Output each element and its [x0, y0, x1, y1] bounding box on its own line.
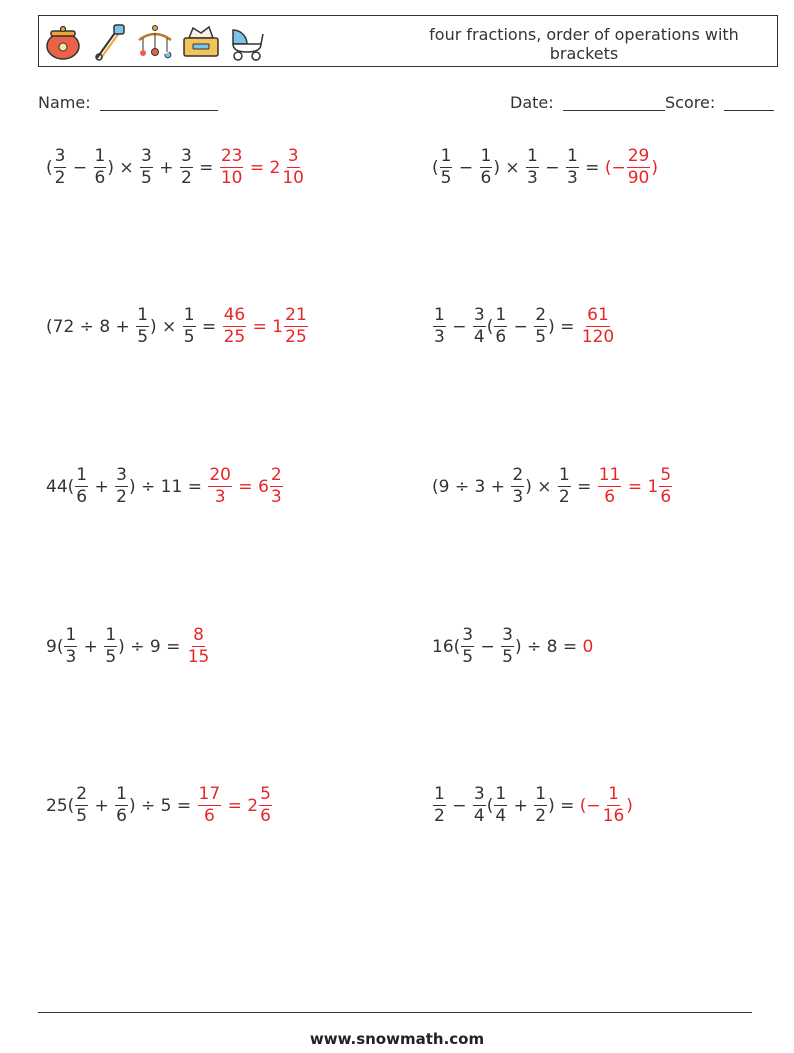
fraction [461, 627, 474, 666]
denominator: 2 [535, 806, 547, 826]
expression-text: 25( [46, 795, 75, 816]
numerator: 1 [558, 465, 570, 485]
denominator: 2 [54, 168, 66, 188]
footer-divider [38, 1012, 752, 1013]
date-label: Date: [510, 93, 554, 112]
fraction [511, 467, 524, 506]
problem-7 [46, 627, 211, 666]
numerator: 5 [260, 784, 271, 804]
fraction [501, 627, 514, 666]
numerator: 1 [137, 305, 149, 325]
worksheet-title: four fractions, order of operations with brackets [429, 25, 739, 63]
denominator: 6 [203, 806, 215, 826]
expression-text: + [89, 795, 115, 816]
answer-text: = [233, 476, 259, 497]
name-field [38, 93, 218, 112]
denominator: 2 [558, 487, 570, 507]
numerator: 3 [287, 146, 299, 166]
denominator: 5 [502, 647, 513, 667]
expression-text: ) × [493, 157, 526, 178]
score-label: Score: [665, 93, 716, 112]
numerator: 3 [462, 625, 474, 645]
numerator: 11 [598, 465, 621, 485]
denominator: 5 [440, 168, 452, 188]
answer-text: = [622, 476, 648, 497]
baby-mobile-icon [135, 22, 175, 62]
denominator: 3 [270, 487, 282, 507]
answer-text: = [244, 157, 270, 178]
fraction [534, 786, 547, 825]
problem-3 [46, 307, 309, 346]
expression-text: ( [432, 157, 439, 178]
numerator: 1 [495, 784, 507, 804]
denominator: 3 [214, 487, 226, 507]
denominator: 5 [105, 647, 117, 667]
denominator: 4 [495, 806, 507, 826]
answer-mixed-number [647, 467, 673, 506]
safety-pin-icon [89, 22, 129, 62]
numerator: 2 [76, 784, 88, 804]
expression-text: ) ÷ 11 = [128, 476, 208, 497]
fraction [104, 627, 117, 666]
denominator: 5 [76, 806, 88, 826]
answer-fraction [602, 786, 626, 825]
answer-fraction [220, 148, 244, 187]
pot-icon [43, 22, 83, 62]
expression-text: ) × [525, 476, 557, 497]
numerator: 20 [209, 465, 231, 485]
denominator: 2 [180, 168, 192, 188]
denominator: 3 [434, 327, 445, 347]
denominator: 10 [220, 168, 243, 188]
problem-9 [46, 786, 273, 825]
denominator: 16 [602, 806, 625, 826]
numerator: 46 [223, 305, 246, 325]
denominator: 6 [260, 806, 271, 826]
expression-text: − [446, 316, 472, 337]
score-field [665, 93, 774, 112]
numerator: 23 [220, 146, 243, 166]
whole-part: 1 [647, 476, 659, 497]
numerator: 1 [183, 305, 195, 325]
whole-part: 2 [247, 795, 259, 816]
answer-fraction [198, 786, 222, 825]
fraction [473, 786, 486, 825]
tissue-box-icon [181, 22, 221, 62]
numerator: 61 [587, 305, 609, 325]
problem-8 [432, 627, 593, 666]
denominator: 6 [660, 487, 672, 507]
expression-text: − [539, 157, 565, 178]
fraction-part [284, 307, 308, 346]
answer-mixed-number [258, 467, 284, 506]
numerator: 3 [54, 146, 66, 166]
expression-text: ( [486, 795, 494, 816]
fraction-part [659, 467, 672, 506]
answer-text: (− [579, 795, 601, 816]
answer-text: ) [626, 795, 633, 816]
numerator: 2 [270, 465, 282, 485]
expression-text: ) = [548, 795, 580, 816]
expression-text: = [571, 476, 597, 497]
fraction [433, 786, 446, 825]
fraction [558, 467, 571, 506]
expression-text: − [453, 157, 479, 178]
problem-2 [432, 148, 658, 187]
denominator: 3 [527, 168, 538, 188]
numerator: 1 [608, 784, 619, 804]
footer-website: www.snowmath.com [309, 1030, 485, 1048]
denominator: 3 [65, 647, 77, 667]
expression-text: (72 ÷ 8 + [46, 316, 136, 337]
fraction [494, 307, 507, 346]
denominator: 5 [535, 327, 547, 347]
denominator: 5 [462, 647, 474, 667]
fraction [433, 307, 446, 346]
answer-fraction [581, 307, 615, 346]
denominator: 3 [512, 487, 524, 507]
problem-10 [432, 786, 633, 825]
answer-mixed-number [270, 148, 306, 187]
numerator: 1 [566, 146, 578, 166]
fraction [180, 148, 193, 187]
expression-text: 44( [46, 476, 75, 497]
denominator: 4 [473, 806, 485, 826]
numerator: 1 [434, 784, 445, 804]
denominator: 3 [566, 168, 578, 188]
whole-part: 1 [272, 316, 284, 337]
numerator: 1 [434, 305, 445, 325]
answer-mixed-number [247, 786, 273, 825]
fraction [115, 786, 128, 825]
numerator: 1 [480, 146, 492, 166]
expression-text: + [153, 157, 179, 178]
whole-part: 6 [258, 476, 269, 497]
fraction [566, 148, 579, 187]
fraction [183, 307, 196, 346]
expression-text: ) ÷ 5 = [128, 795, 197, 816]
numerator: 1 [94, 146, 106, 166]
numerator: 1 [65, 625, 77, 645]
expression-text: 9( [46, 636, 64, 657]
numerator: 1 [495, 305, 507, 325]
expression-text: ) ÷ 8 = [514, 636, 583, 657]
fraction [473, 307, 486, 346]
numerator: 3 [502, 625, 513, 645]
answer-fraction [208, 467, 232, 506]
answer-mixed-number [272, 307, 308, 346]
numerator: 29 [627, 146, 650, 166]
denominator: 6 [76, 487, 88, 507]
fraction [64, 627, 77, 666]
answer-text: (− [604, 157, 626, 178]
numerator: 1 [105, 625, 117, 645]
denominator: 2 [434, 806, 445, 826]
problem-1 [46, 148, 306, 187]
denominator: 6 [604, 487, 616, 507]
name-blank [100, 94, 218, 111]
denominator: 25 [223, 327, 246, 347]
denominator: 10 [282, 168, 304, 188]
fraction [115, 467, 128, 506]
date-field [510, 93, 665, 112]
expression-text: = [196, 316, 222, 337]
answer-text: = [222, 795, 248, 816]
numerator: 5 [660, 465, 672, 485]
expression-text: ) = [548, 316, 580, 337]
expression-text: ) ÷ 9 = [118, 636, 186, 657]
expression-text: ) × [150, 316, 182, 337]
denominator: 6 [495, 327, 507, 347]
answer-text: 0 [582, 636, 594, 657]
denominator: 4 [473, 327, 485, 347]
problem-5 [46, 467, 284, 506]
denominator: 90 [627, 168, 650, 188]
denominator: 120 [581, 327, 615, 347]
answer-fraction [223, 307, 247, 346]
expression-text: + [78, 636, 104, 657]
problem-4 [432, 307, 616, 346]
denominator: 5 [183, 327, 195, 347]
expression-text: = [579, 157, 605, 178]
fraction [75, 786, 88, 825]
denominator: 6 [94, 168, 106, 188]
fraction [494, 786, 507, 825]
numerator: 1 [76, 465, 88, 485]
numerator: 3 [116, 465, 127, 485]
numerator: 2 [512, 465, 524, 485]
worksheet-header [38, 15, 778, 67]
denominator: 2 [116, 487, 127, 507]
expression-text: (9 ÷ 3 + [432, 476, 511, 497]
expression-text: ) × [107, 157, 140, 178]
fraction [75, 467, 88, 506]
fraction-part [281, 148, 305, 187]
expression-text: − [508, 316, 534, 337]
answer-fraction [598, 467, 622, 506]
numerator: 3 [473, 784, 485, 804]
expression-text: = [193, 157, 219, 178]
numerator: 3 [473, 305, 485, 325]
header-icons [43, 20, 267, 64]
expression-text: ( [486, 316, 494, 337]
numerator: 17 [198, 784, 221, 804]
score-blank [724, 94, 774, 111]
fraction [54, 148, 67, 187]
numerator: 21 [285, 305, 307, 325]
answer-text: ) [651, 157, 658, 178]
whole-part: 2 [269, 157, 281, 178]
numerator: 3 [180, 146, 192, 166]
expression-text: + [508, 795, 534, 816]
fraction [140, 148, 153, 187]
problem-6 [432, 467, 673, 506]
fraction [526, 148, 539, 187]
denominator: 5 [137, 327, 149, 347]
denominator: 6 [480, 168, 492, 188]
expression-text: − [446, 795, 472, 816]
fraction [440, 148, 453, 187]
numerator: 1 [535, 784, 547, 804]
numerator: 3 [141, 146, 152, 166]
answer-fraction [627, 148, 651, 187]
expression-text: − [475, 636, 501, 657]
answer-text: = [247, 316, 273, 337]
numerator: 1 [440, 146, 452, 166]
expression-text: ( [46, 157, 53, 178]
date-blank [563, 94, 665, 111]
name-label: Name: [38, 93, 91, 112]
fraction-part [270, 467, 283, 506]
fraction [94, 148, 107, 187]
numerator: 2 [535, 305, 547, 325]
expression-text: − [67, 157, 93, 178]
numerator: 8 [193, 625, 204, 645]
fraction-part [259, 786, 272, 825]
numerator: 1 [527, 146, 538, 166]
fraction [534, 307, 547, 346]
answer-fraction [187, 627, 211, 666]
denominator: 15 [187, 647, 210, 667]
denominator: 6 [116, 806, 127, 826]
fraction [480, 148, 493, 187]
baby-stroller-icon [227, 22, 267, 62]
expression-text: + [89, 476, 115, 497]
expression-text: 16( [432, 636, 461, 657]
fraction [136, 307, 149, 346]
denominator: 25 [285, 327, 307, 347]
denominator: 5 [141, 168, 152, 188]
numerator: 1 [116, 784, 127, 804]
